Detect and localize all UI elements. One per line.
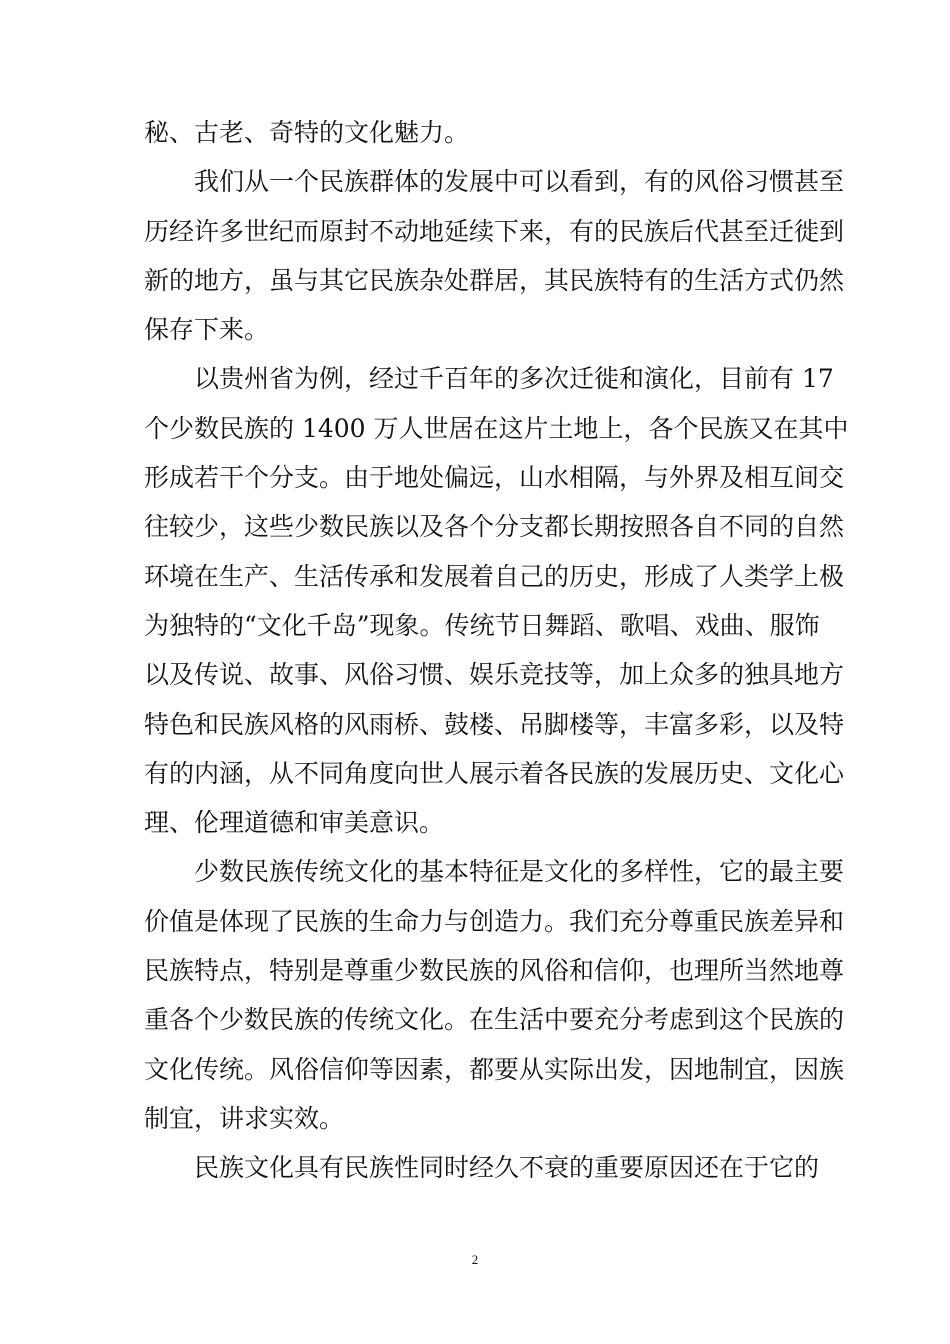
paragraph-first-line: 以贵州省为例，经过千百年的多次迁徙和演化，目前有 17 xyxy=(194,364,834,394)
text-line: 有的内涵，从不同角度向世人展示着各民族的发展历史、文化心 xyxy=(144,758,845,788)
paragraph-first-line: 少数民族传统文化的基本特征是文化的多样性，它的最主要 xyxy=(194,857,845,887)
text-line: 个少数民族的 1400 万人世居在这片土地上，各个民族又在其中 xyxy=(144,413,849,443)
text-line: 环境在生产、生活传承和发展着自己的历史，形成了人类学上极 xyxy=(144,561,845,591)
text-line: 以及传说、故事、风俗习惯、娱乐竞技等，加上众多的独具地方 xyxy=(144,660,845,690)
text-line: 特色和民族风格的风雨桥、鼓楼、吊脚楼等，丰富多彩，以及特 xyxy=(144,709,845,739)
text-line: 保存下来。 xyxy=(144,315,270,345)
text-line: 形成若干个分支。由于地处偏远，山水相隔，与外界及相互间交 xyxy=(144,463,845,493)
text-line: 文化传统。风俗信仰等因素，都要从实际出发，因地制宜，因族 xyxy=(144,1054,845,1084)
text-line: 秘、古老、奇特的文化魅力。 xyxy=(144,118,470,147)
body-text xyxy=(144,108,849,1193)
text-line: 重各个少数民族的传统文化。在生活中要充分考虑到这个民族的 xyxy=(144,1005,845,1035)
text-line: 制宜，讲求实效。 xyxy=(144,1103,345,1133)
text-line: 民族特点，特别是尊重少数民族的风俗和信仰，也理所当然地尊 xyxy=(144,956,845,986)
paragraph-first-line: 民族文化具有民族性同时经久不衰的重要原因还在于它的 xyxy=(194,1153,820,1183)
page-number: 2 xyxy=(471,1252,479,1267)
text-line: 为独特的“文化千岛”现象。传统节日舞蹈、歌唱、戏曲、服饰 xyxy=(144,610,820,640)
text-line: 价值是体现了民族的生命力与创造力。我们充分尊重民族差异和 xyxy=(144,906,845,936)
text-line: 往较少，这些少数民族以及各个分支都长期按照各自不同的自然 xyxy=(144,512,845,542)
paragraph-first-line: 我们从一个民族群体的发展中可以看到，有的风俗习惯甚至 xyxy=(194,167,845,197)
text-line: 历经许多世纪而原封不动地延续下来，有的民族后代甚至迁徙到 xyxy=(144,216,845,246)
text-line: 理、伦理道德和审美意识。 xyxy=(144,808,445,838)
text-line: 新的地方，虽与其它民族杂处群居，其民族特有的生活方式仍然 xyxy=(144,265,845,295)
